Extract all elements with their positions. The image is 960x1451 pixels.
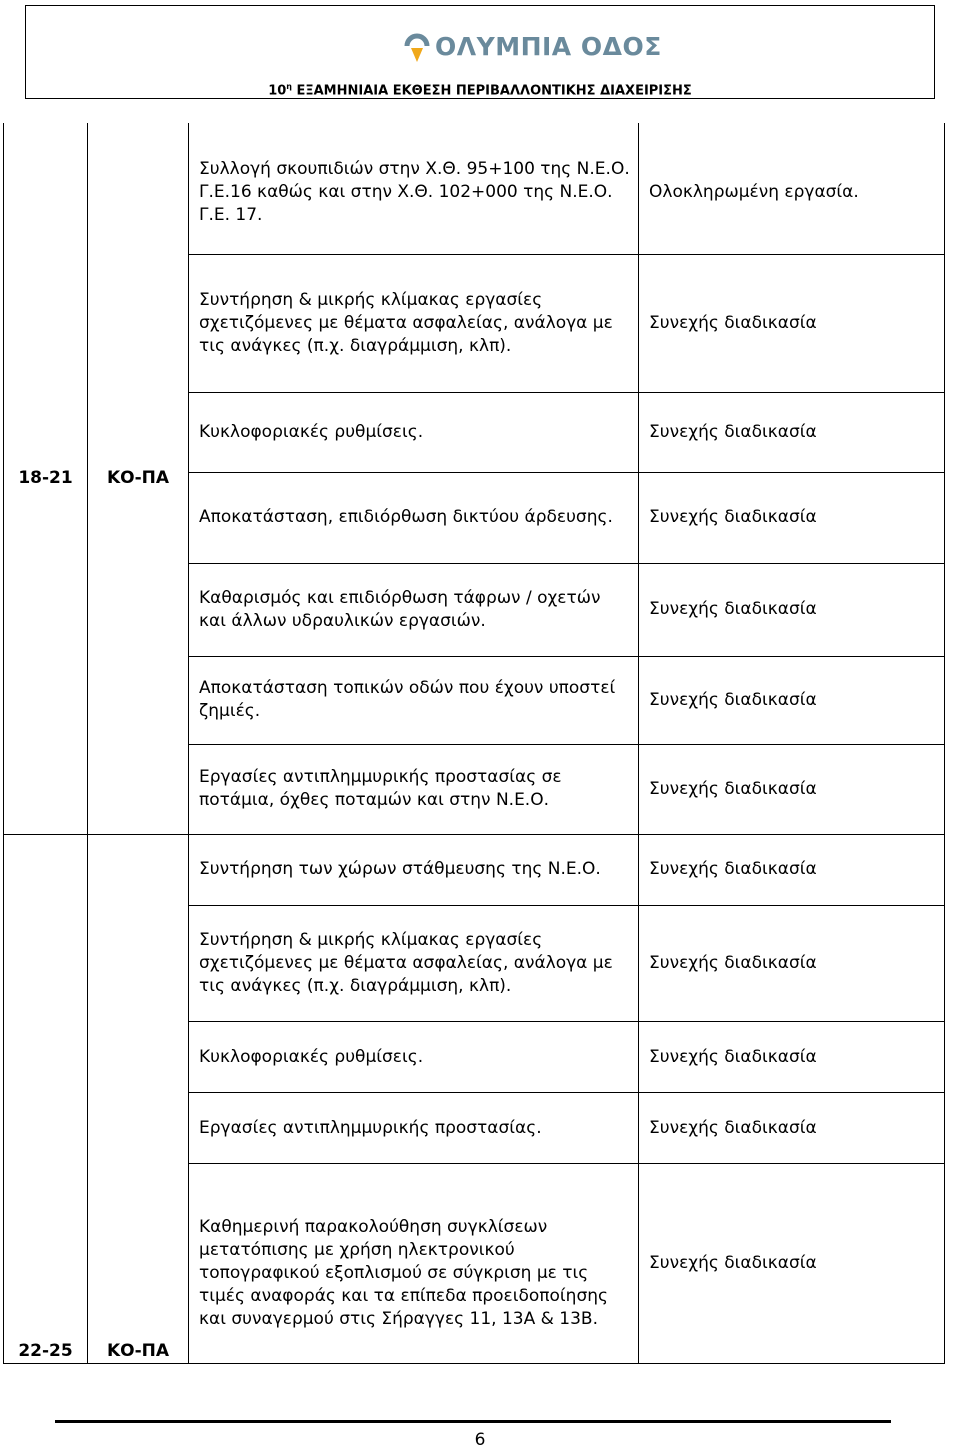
activity-cell: Εργασίες αντιπλημμυρικής προστασίας σε ποτάμια, όχθες ποταμών και στην Ν.Ε.Ο. [189,744,639,834]
activity-cell: Καθημερινή παρακολούθηση συγκλίσεων μετατόπισης με χρήση ηλεκτρονικού τοπογραφικού εξοπλισμού σε σύγκριση με τις τιμές αναφοράς και τα επίπεδα προειδοποίησης και συναγερμού στις Σήραγγες 11, 13Α & 13Β. [189,1164,639,1363]
code-cell: ΚΟ-ΠΑ [88,834,189,1363]
page-header [25,5,935,99]
code-cell: ΚΟ-ΠΑ [88,123,189,834]
activity-cell: Αποκατάσταση τοπικών οδών που έχουν υποστεί ζημιές. [189,656,639,744]
activity-cell: Κυκλοφοριακές ρυθμίσεις. [189,1022,639,1093]
activity-cell: Κυκλοφοριακές ρυθμίσεις. [189,392,639,472]
status-cell: Συνεχής διαδικασία [639,254,945,392]
status-cell: Ολοκληρωμένη εργασία. [639,123,945,254]
logo-mark-icon [401,28,433,64]
status-cell: Συνεχής διαδικασία [639,744,945,834]
status-cell: Συνεχής διαδικασία [639,1164,945,1363]
status-cell: Συνεχής διαδικασία [639,472,945,563]
period-cell: 18-21 [4,123,88,834]
status-cell: Συνεχής διαδικασία [639,656,945,744]
activity-cell: Συλλογή σκουπιδιών στην Χ.Θ. 95+100 της Ν.Ε.Ο. Γ.Ε.16 καθώς και στην Χ.Θ. 102+000 της Ν.Ε.Ο. Γ.Ε. 17. [189,123,639,254]
activity-cell: Καθαρισμός και επιδιόρθωση τάφρων / οχετών και άλλων υδραυλικών εργασιών. [189,563,639,656]
activity-cell: Συντήρηση & μικρής κλίμακας εργασίες σχετιζόμενες με θέματα ασφαλείας, ανάλογα με τις ανάγκες (π.χ. διαγράμμιση, κλπ). [189,254,639,392]
activities-table [3,123,945,1364]
report-title: $10^\eta$ ΕΞΑΜΗΝΙΑΙΑ ΕΚΘΕΣΗ ΠΕΡΙΒΑΛΛΟΝΤΙΚΗΣ ΔΙΑΧΕΙΡΙΣΗΣ [268,82,692,99]
table-row [4,834,945,905]
status-cell: Συνεχής διαδικασία [639,1022,945,1093]
logo-text: ΟΛΥΜΠΙΑ ΟΔΟΣ [435,32,662,61]
period-cell: 22-25 [4,834,88,1363]
page-number: 6 [474,1430,486,1450]
status-cell: Συνεχής διαδικασία [639,834,945,905]
olympia-odos-logo [401,28,662,68]
footer-rule [55,1420,891,1423]
status-cell: Συνεχής διαδικασία [639,905,945,1022]
activity-cell: Συντήρηση & μικρής κλίμακας εργασίες σχετιζόμενες με θέματα ασφαλείας, ανάλογα με τις ανάγκες (π.χ. διαγράμμιση, κλπ). [189,905,639,1022]
activity-cell: Αποκατάσταση, επιδιόρθωση δικτύου άρδευσης. [189,472,639,563]
activity-cell: Εργασίες αντιπλημμυρικής προστασίας. [189,1093,639,1164]
status-cell: Συνεχής διαδικασία [639,1093,945,1164]
activity-cell: Συντήρηση των χώρων στάθμευσης της Ν.Ε.Ο. [189,834,639,905]
table-row [4,123,945,254]
status-cell: Συνεχής διαδικασία [639,392,945,472]
status-cell: Συνεχής διαδικασία [639,563,945,656]
